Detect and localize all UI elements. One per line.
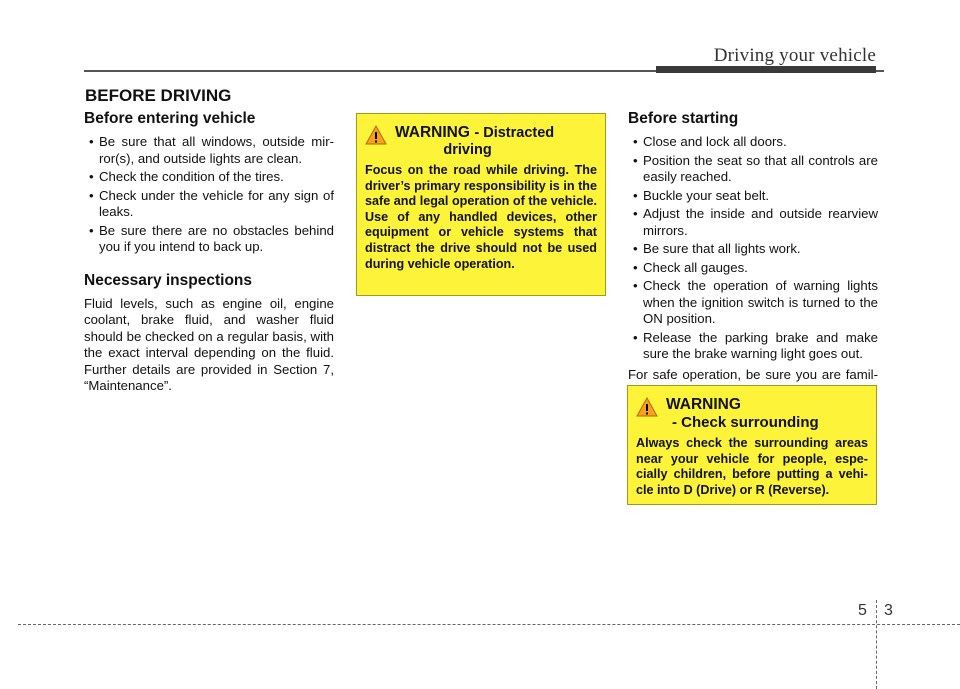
warning-label: WARNING	[666, 396, 741, 413]
list-item: • Position the seat so that all controls are easily reached.	[628, 153, 878, 186]
warning-body: Always check the surrounding areas near your vehicle for people, espe-cially children, before putting a vehi-cle into D (Drive) or R (Reverse).	[636, 436, 868, 497]
warning-box-distracted-driving	[356, 113, 606, 296]
inspections-heading: Necessary inspections	[84, 271, 253, 289]
list-item: • Buckle your seat belt.	[628, 188, 878, 205]
list-item: • Close and lock all doors.	[628, 134, 878, 151]
warning-subtitle-line2: driving	[443, 142, 492, 158]
right-column	[628, 110, 878, 400]
before-starting-list	[628, 134, 878, 363]
footer-divider	[876, 600, 877, 689]
before-entering-list	[84, 134, 334, 256]
warning-subtitle: - Check surrounding	[672, 414, 819, 431]
list-item: • Check the operation of warning lights when the ignition switch is turned to the ON position.	[628, 278, 878, 328]
list-item: • Check under the vehicle for any sign of leaks.	[84, 188, 334, 221]
warning-box-check-surrounding	[627, 385, 877, 505]
before-starting-heading: Before starting	[628, 110, 739, 127]
list-item: • Check the condition of the tires.	[84, 169, 334, 186]
warning-header	[365, 124, 597, 159]
page-number: 3	[884, 602, 893, 619]
list-item: • Be sure that all windows, outside mir-ror(s), and outside lights are clean.	[84, 134, 334, 167]
footer-rule	[18, 624, 960, 625]
header-title: Driving your vehicle	[713, 45, 876, 66]
warning-label: WARNING	[395, 124, 470, 141]
warning-triangle-icon	[636, 397, 658, 417]
list-item: • Adjust the inside and outside rearview mirrors.	[628, 206, 878, 239]
chapter-number: 5	[858, 602, 867, 619]
header-bar	[656, 66, 876, 73]
before-starting-body: For safe operation, be sure you are famil-	[628, 366, 878, 382]
list-item: • Check all gauges.	[628, 260, 878, 277]
warning-subtitle: - Distracted	[474, 125, 555, 141]
list-item: • Release the parking brake and make sure the brake warning light goes out.	[628, 330, 878, 363]
warning-header	[636, 396, 868, 432]
left-column	[84, 110, 334, 395]
warning-body: Focus on the road while driving. The driver’s primary responsibility is in the safe and legal operation of the vehicle. Use of any handled devices, other equipment or vehicle systems that distract the drive should not be used during vehicle operation.	[365, 163, 597, 271]
section-title: BEFORE DRIVING	[85, 86, 232, 105]
before-entering-heading: Before entering vehicle	[84, 110, 256, 127]
list-item: • Be sure there are no obstacles behind you if you intend to back up.	[84, 223, 334, 256]
warning-triangle-icon	[365, 125, 387, 145]
inspections-body: Fluid levels, such as engine oil, engine coolant, brake fluid, and washer fluid should be checked on a regular basis, with the exact interval depending on the fluid. Further details are provided in Section 7, “Maintenance”.	[84, 295, 334, 393]
list-item: • Be sure that all lights work.	[628, 241, 878, 258]
